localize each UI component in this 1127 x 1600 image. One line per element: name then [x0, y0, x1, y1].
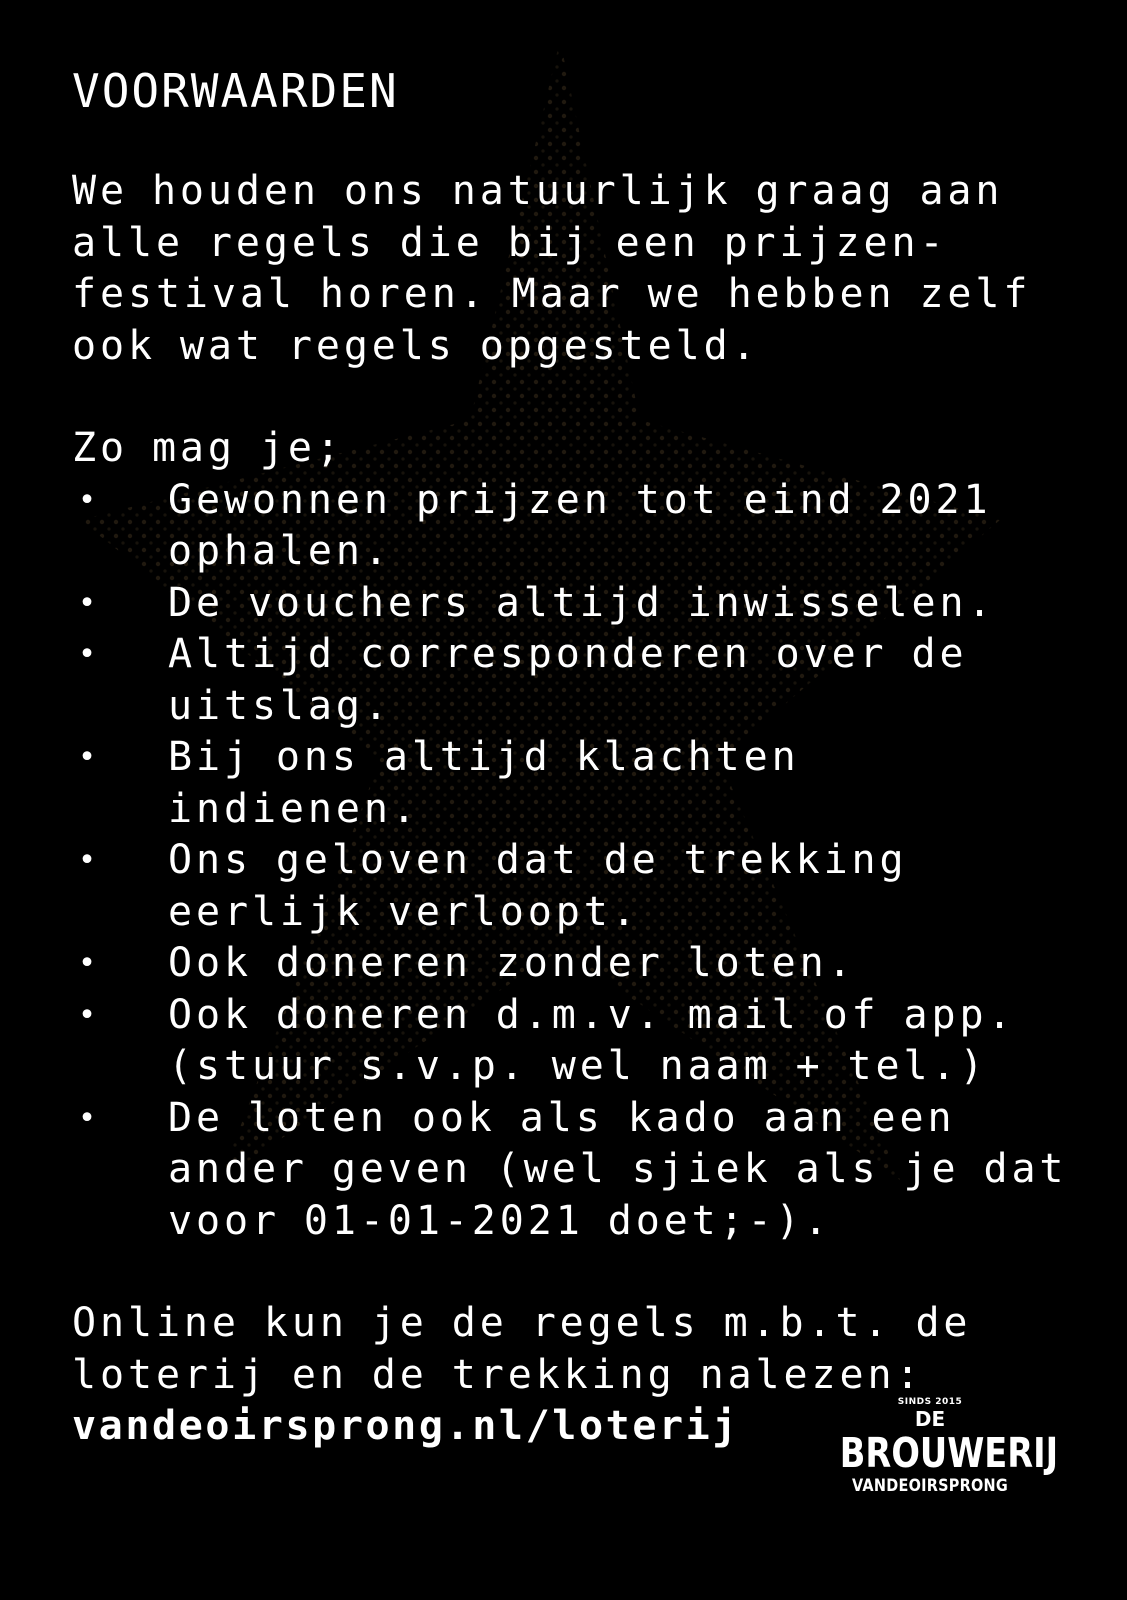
- list-item: [72, 578, 1072, 630]
- rules-list: [72, 475, 1072, 1248]
- list-item: [72, 732, 1072, 835]
- rule-text: Ons geloven dat de trekking eerlijk verloopt.: [168, 837, 908, 935]
- conditions-content: [72, 62, 1072, 1453]
- rule-text: Altijd corresponderen over de uitslag.: [168, 631, 968, 729]
- logo-subtitle: VANDEOIRSPRONG: [851, 1476, 1009, 1496]
- rule-text: Bij ons altijd klachten indienen.: [168, 734, 800, 832]
- rules-lead: Zo mag je;: [72, 425, 344, 471]
- bullet-icon: •: [78, 637, 100, 672]
- list-item: [72, 1093, 1072, 1248]
- rule-text: De vouchers altijd inwisselen.: [168, 579, 996, 626]
- list-item: [72, 990, 1072, 1093]
- bullet-icon: •: [78, 585, 100, 621]
- bullet-icon: •: [78, 946, 100, 981]
- logo-brand: BROUWERIJ: [839, 1429, 1059, 1477]
- bullet-icon: •: [78, 482, 100, 518]
- outro-paragraph: Online kun je de regels m.b.t. de loterij en de trekking nalezen:: [72, 1300, 972, 1398]
- rule-text: Gewonnen prijzen tot eind 2021 ophalen.: [168, 476, 992, 574]
- rule-text: De loten ook als kado aan een ander geven (wel sjiek als je dat voor 01-01-2021 doet;-).: [168, 1094, 1068, 1244]
- bullet-icon: •: [78, 1100, 100, 1136]
- page-title: VOORWAARDEN: [72, 64, 399, 118]
- lottery-url-link[interactable]: vandeoirsprong.nl/loterij: [72, 1403, 740, 1449]
- rule-text: Ook doneren zonder loten.: [168, 940, 856, 986]
- list-item: [72, 835, 1072, 938]
- rule-text: Ook doneren d.m.v. mail of app. (stuur s.v.p. wel naam + tel.): [168, 991, 1016, 1089]
- intro-paragraph: We houden ons natuurlijk graag aan alle regels die bij een prijzen- festival horen. Maar we hebben zelf ook wat regels opgesteld.: [72, 168, 1032, 369]
- bullet-icon: •: [78, 843, 100, 878]
- brewery-logo: [820, 1396, 1059, 1496]
- list-item: [72, 475, 1072, 578]
- list-item: [72, 938, 1072, 990]
- bullet-icon: •: [78, 740, 100, 775]
- logo-since: SINDS 2015: [897, 1397, 963, 1407]
- list-item: [72, 629, 1072, 732]
- bullet-icon: •: [78, 997, 100, 1033]
- logo-de: DE: [914, 1407, 946, 1431]
